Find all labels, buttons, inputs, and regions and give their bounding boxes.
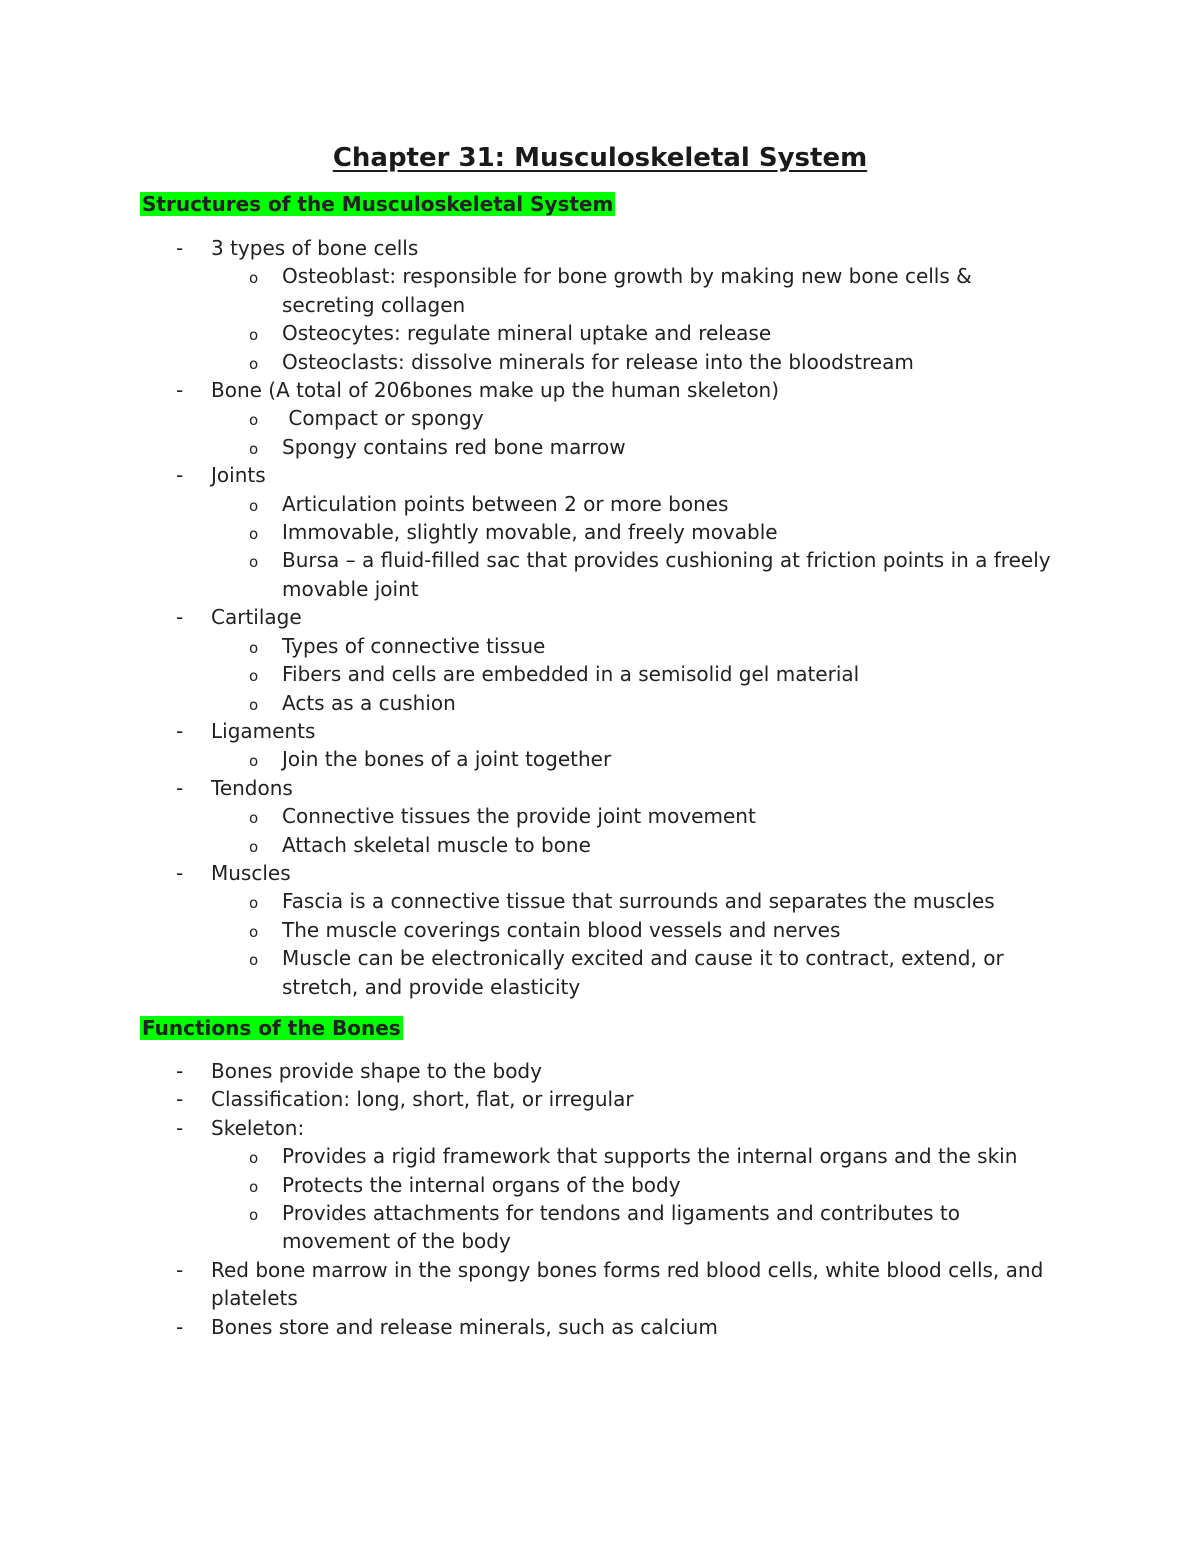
sub-list-item-text: Spongy contains red bone marrow — [282, 434, 626, 459]
circle-bullet-icon: o — [249, 525, 259, 544]
dash-marker: - — [176, 860, 184, 885]
sub-list — [211, 802, 1071, 859]
list-item-text: Cartilage — [211, 605, 302, 630]
sub-list-item — [0, 348, 1052, 376]
sub-list-item-text: Muscle can be electronically excited and cause it to contract, extend, or stretch, and provide elasticity — [282, 946, 1011, 999]
circle-bullet-icon: o — [249, 326, 259, 345]
sub-list-item-text: Compact or spongy — [282, 406, 484, 431]
sub-list-item — [0, 319, 1052, 347]
section-heading-text: Functions of the Bones — [142, 1016, 401, 1040]
sub-list-item — [0, 689, 1052, 717]
sub-list-item-text: Immovable, slightly movable, and freely movable — [282, 520, 778, 545]
sub-list — [211, 262, 1071, 376]
dash-marker: - — [176, 378, 184, 403]
dash-marker: - — [176, 463, 184, 488]
circle-bullet-icon: o — [249, 894, 259, 913]
list-item-text: Red bone marrow in the spongy bones forms red blood cells, white blood cells, and platelets — [211, 1257, 1044, 1311]
list-item — [0, 1057, 1071, 1085]
circle-bullet-icon: o — [249, 1177, 259, 1196]
list-item — [0, 859, 1071, 1001]
sub-list-item — [0, 1171, 1052, 1199]
dash-marker: - — [176, 1257, 184, 1282]
sub-list-item — [0, 518, 1052, 546]
sub-list-item — [0, 1142, 1052, 1170]
sub-list-item — [0, 745, 1052, 773]
sub-list-item — [0, 490, 1052, 518]
section-heading-functions — [140, 1014, 403, 1042]
circle-bullet-icon: o — [249, 354, 259, 373]
sub-list-item-text: Provides attachments for tendons and ligaments and contributes to movement of the body — [282, 1201, 967, 1254]
sub-list-item-text: Attach skeletal muscle to bone — [282, 832, 591, 857]
list-item-text: Bone (A total of 206bones make up the human skeleton) — [211, 378, 780, 403]
functions-list — [0, 1057, 1071, 1341]
circle-bullet-icon: o — [249, 496, 259, 515]
sub-list-item-text: Osteoblast: responsible for bone growth by making new bone cells & secreting collagen — [282, 264, 979, 317]
sub-list — [211, 632, 1071, 717]
sub-list-item-text: Osteocytes: regulate mineral uptake and release — [282, 321, 772, 346]
sub-list-item-text: Join the bones of a joint together — [282, 747, 612, 772]
circle-bullet-icon: o — [249, 439, 259, 458]
circle-bullet-icon: o — [249, 667, 259, 686]
circle-bullet-icon: o — [249, 638, 259, 657]
circle-bullet-icon: o — [249, 411, 259, 430]
sub-list — [211, 404, 1071, 461]
circle-bullet-icon: o — [249, 695, 259, 714]
circle-bullet-icon: o — [249, 752, 259, 771]
dash-marker: - — [176, 1059, 184, 1083]
list-item — [0, 717, 1071, 774]
sub-list-item — [0, 262, 1052, 319]
list-item-text: Bones provide shape to the body — [211, 1059, 542, 1083]
list-item-text: Classification: long, short, flat, or irregular — [211, 1087, 634, 1112]
sub-list-item — [0, 632, 1052, 660]
dash-marker: - — [176, 718, 184, 743]
list-item-text: Skeleton: — [211, 1115, 305, 1140]
circle-bullet-icon: o — [249, 1206, 259, 1225]
sub-list-item — [0, 404, 1052, 432]
circle-bullet-icon: o — [249, 809, 259, 828]
circle-bullet-icon: o — [249, 837, 259, 856]
list-item — [0, 376, 1071, 461]
page-title: Chapter 31: Musculoskeletal System — [332, 143, 868, 173]
list-item — [0, 461, 1071, 603]
sub-list-item-text: Fascia is a connective tissue that surrounds and separates the muscles — [282, 889, 995, 914]
structures-list — [0, 234, 1071, 1001]
sub-list-item-text: Provides a rigid framework that supports the internal organs and the skin — [282, 1144, 1018, 1169]
sub-list-item — [0, 546, 1057, 603]
sub-list-item — [0, 433, 1052, 461]
sub-list-item-text: Types of connective tissue — [282, 633, 546, 658]
section-heading-structures — [140, 190, 615, 218]
circle-bullet-icon: o — [249, 951, 259, 970]
list-item — [0, 1256, 1071, 1313]
circle-bullet-icon: o — [249, 553, 259, 572]
dash-marker: - — [176, 1087, 184, 1112]
dash-marker: - — [176, 775, 184, 800]
dash-marker: - — [176, 605, 184, 630]
dash-marker: - — [176, 1314, 184, 1339]
sub-list-item — [0, 916, 1052, 944]
circle-bullet-icon: o — [249, 1149, 259, 1168]
sub-list-item-text: Connective tissues the provide joint movement — [282, 804, 756, 829]
sub-list-item-text: Osteoclasts: dissolve minerals for release into the bloodstream — [282, 349, 914, 374]
sub-list-item — [0, 944, 1052, 1001]
sub-list — [211, 887, 1071, 1001]
circle-bullet-icon: o — [249, 269, 259, 288]
list-item — [0, 1313, 1071, 1341]
list-item-text: Joints — [211, 463, 266, 488]
list-item-text: Bones store and release minerals, such as calcium — [211, 1314, 718, 1339]
sub-list-item — [0, 1199, 1052, 1256]
list-item — [0, 234, 1071, 376]
circle-bullet-icon: o — [249, 922, 259, 941]
list-item-text: Ligaments — [211, 718, 316, 743]
list-item — [0, 603, 1071, 717]
list-item-text: Tendons — [211, 775, 293, 800]
sub-list-item-text: The muscle coverings contain blood vessels and nerves — [282, 917, 841, 942]
sub-list-item-text: Acts as a cushion — [282, 690, 456, 715]
section-heading-text: Structures of the Musculoskeletal System — [142, 192, 614, 216]
sub-list — [211, 490, 1071, 604]
sub-list-item — [0, 802, 1052, 830]
sub-list — [211, 745, 1071, 773]
list-item — [0, 1085, 1071, 1113]
sub-list — [211, 1142, 1071, 1256]
dash-marker: - — [176, 1115, 184, 1140]
sub-list-item-text: Articulation points between 2 or more bones — [282, 491, 729, 516]
sub-list-item-text: Bursa – a fluid-filled sac that provides cushioning at friction points in a freely movable joint — [282, 548, 1057, 601]
sub-list-item-text: Protects the internal organs of the body — [282, 1172, 681, 1197]
dash-marker: - — [176, 236, 184, 260]
list-item-text: Muscles — [211, 860, 291, 885]
list-item — [0, 774, 1071, 859]
list-item — [0, 1114, 1071, 1256]
sub-list-item — [0, 831, 1052, 859]
sub-list-item — [0, 887, 1052, 915]
sub-list-item — [0, 660, 1052, 688]
sub-list-item-text: Fibers and cells are embedded in a semisolid gel material — [282, 662, 860, 687]
list-item-text: 3 types of bone cells — [211, 236, 419, 260]
